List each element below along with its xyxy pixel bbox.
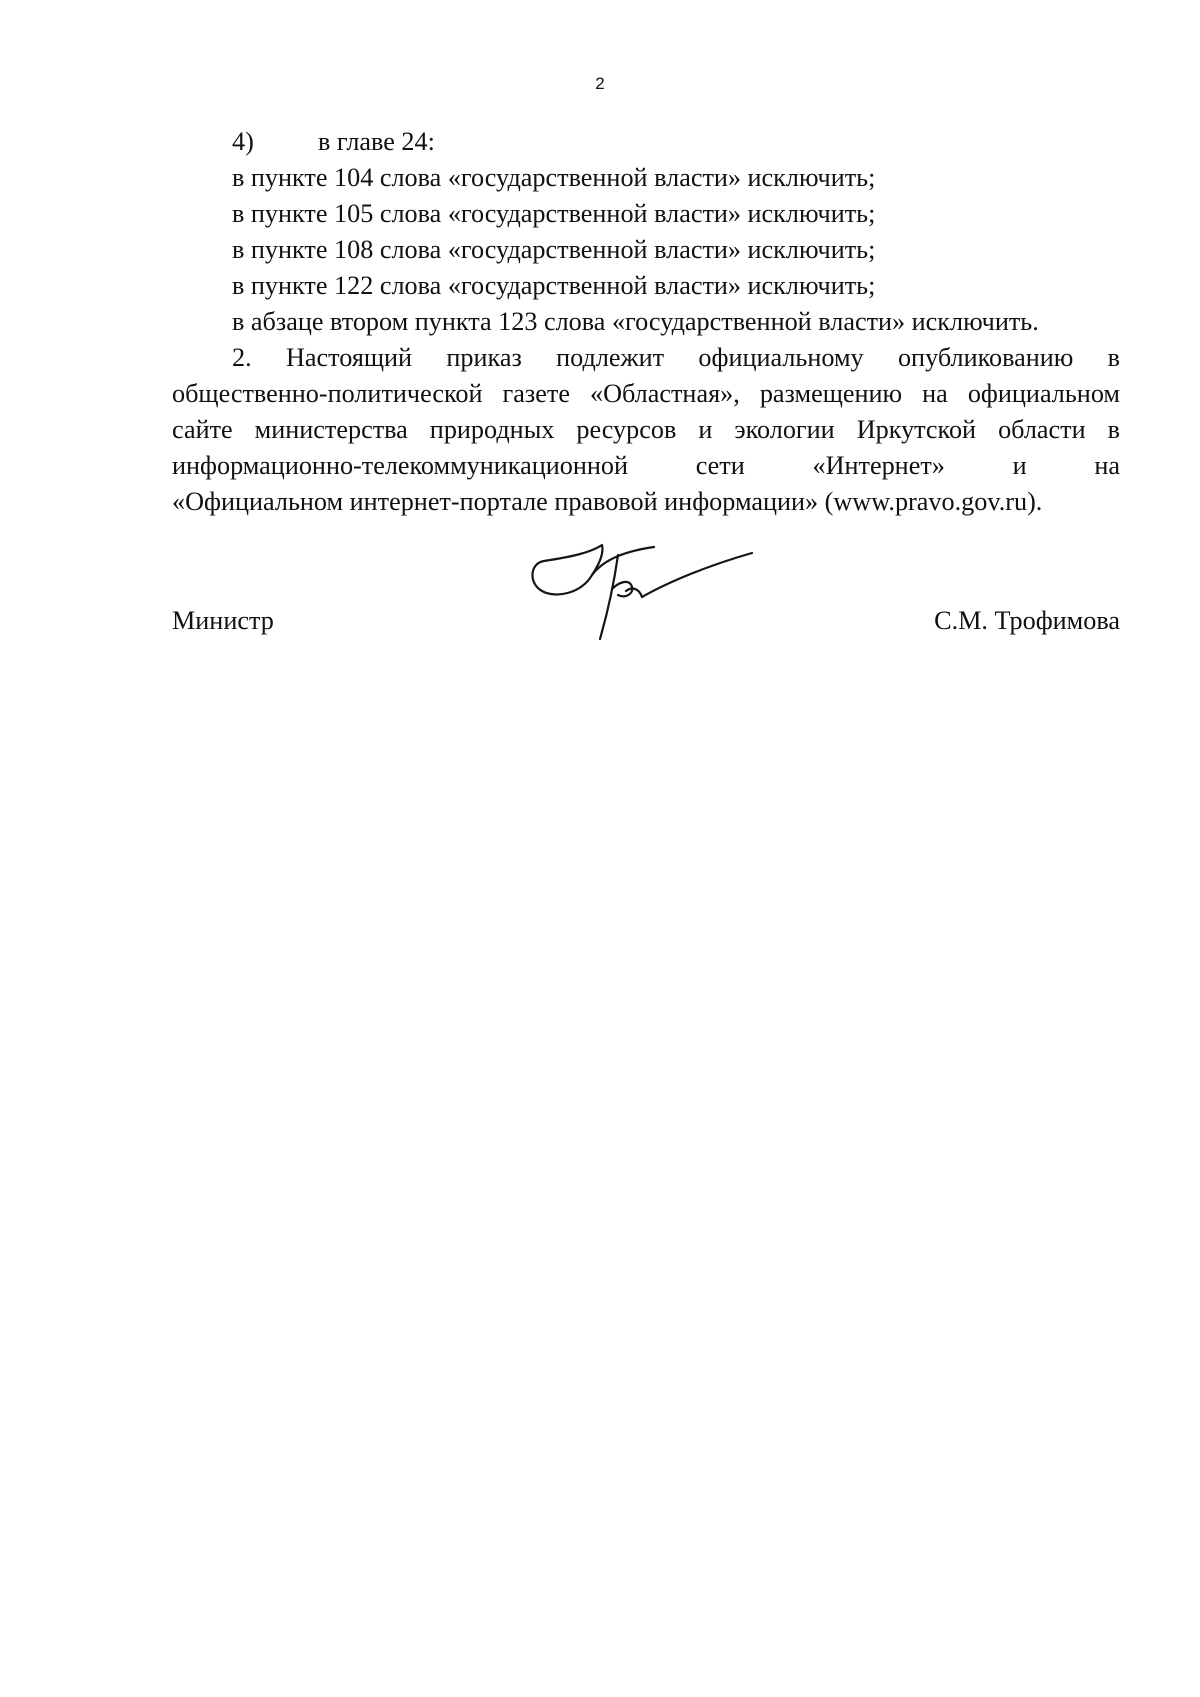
- paragraph-2-line-1: 2. Настоящий приказ подлежит официальному опубликованию в: [232, 343, 1120, 372]
- signatory-name: С.М. Трофимова: [934, 606, 1120, 635]
- page-number: 2: [595, 74, 605, 93]
- handwritten-signature: [530, 535, 760, 655]
- item-4-heading: [172, 124, 1120, 160]
- amendment-line-3: в пункте 108 слова «государственной власти» исключить;: [232, 235, 876, 264]
- paragraph-2-line-4: информационно-телекоммуникационной сети «Интернет» и на: [172, 451, 1120, 480]
- paragraph-2-line-3: сайте министерства природных ресурсов и экологии Иркутской области в: [172, 415, 1120, 444]
- amendment-line-5: в абзаце втором пункта 123 слова «государственной власти» исключить.: [232, 307, 1039, 336]
- amendment-line-2: в пункте 105 слова «государственной власти» исключить;: [232, 199, 876, 228]
- amendment-line-1: в пункте 104 слова «государственной власти» исключить;: [232, 163, 876, 192]
- item-heading: в главе 24:: [318, 127, 435, 156]
- document-body: [172, 124, 1120, 520]
- paragraph-2-line-2: общественно-политической газете «Областная», размещению на официальном: [172, 379, 1120, 408]
- amendment-line-4: в пункте 122 слова «государственной власти» исключить;: [232, 271, 876, 300]
- paragraph-2-line-5: «Официальном интернет-портале правовой информации» (www.pravo.gov.ru).: [172, 487, 1043, 516]
- item-number: 4): [232, 127, 254, 156]
- signatory-title: Министр: [172, 606, 274, 635]
